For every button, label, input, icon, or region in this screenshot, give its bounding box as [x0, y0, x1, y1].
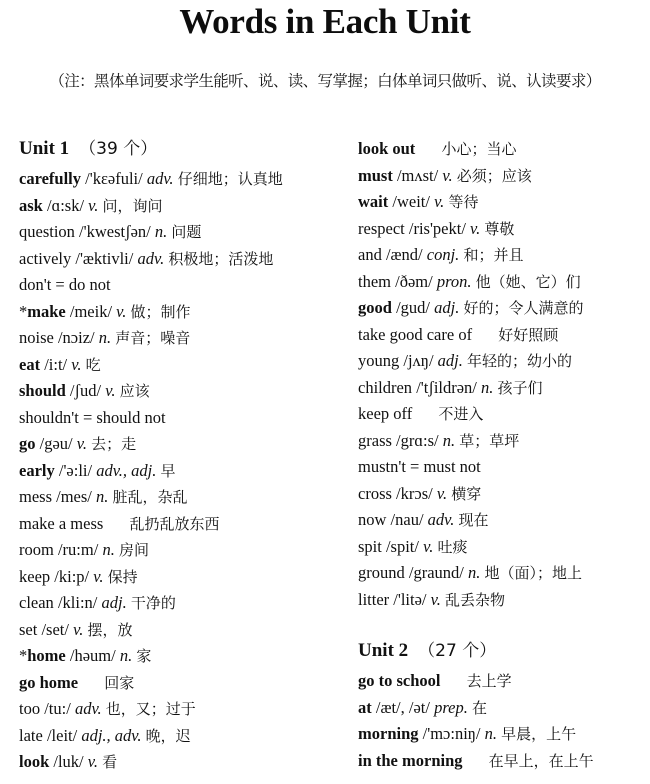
part-of-speech: adv. [427, 510, 455, 529]
chinese-meaning: 尊敬 [484, 219, 515, 238]
part-of-speech: prep. [434, 697, 468, 717]
vocab-entry [358, 136, 648, 163]
part-of-speech: adv. [146, 169, 174, 188]
chinese-meaning: 回家 [104, 673, 135, 692]
phonetic: /'mɔ:niŋ/ [422, 724, 481, 743]
phonetic: /luk/ [53, 752, 84, 771]
chinese-meaning: 摆，放 [87, 620, 133, 639]
asterisk-mark: * [19, 301, 28, 321]
chinese-meaning: 吃 [85, 355, 101, 374]
phonetic: /ɑ:sk/ [46, 195, 85, 215]
vocab-word: home [27, 646, 66, 665]
chinese-meaning: 脏乱，杂乱 [112, 488, 188, 506]
phonetic: /tu:/ [44, 699, 71, 718]
part-of-speech: v. [93, 566, 104, 586]
part-of-speech: adj. [101, 593, 127, 612]
word-count: （39 个） [79, 139, 158, 159]
vocab-word: keep [19, 566, 51, 586]
phonetic: /krɔs/ [396, 483, 433, 503]
vocab-entry [19, 458, 349, 485]
phonetic: /jʌŋ/ [403, 351, 434, 370]
part-of-speech: v. [73, 619, 84, 639]
vocab-word: in the morning [358, 750, 463, 770]
chinese-meaning: 地（面）；地上 [484, 564, 583, 582]
chinese-meaning: 草；草坪 [459, 431, 520, 450]
part-of-speech: n. [98, 328, 112, 347]
phonetic: /'kwestʃən/ [79, 222, 151, 241]
vocab-word: look out [358, 139, 416, 158]
part-of-speech: pron. [436, 271, 472, 291]
vocab-word: respect [358, 218, 405, 238]
chinese-meaning: 早 [160, 461, 176, 480]
phonetic: /'litə/ [393, 589, 427, 609]
chinese-meaning: 应该 [119, 382, 150, 400]
chinese-meaning: 做；制作 [130, 302, 191, 321]
vocab-entry [19, 219, 349, 246]
vocab-entry [19, 749, 349, 776]
left-column [19, 136, 349, 776]
vocab-entry [358, 375, 648, 402]
vocab-word: now [358, 510, 387, 529]
vocab-word: clean [19, 593, 54, 612]
page-note: （注：黑体单词要求学生能听、说、读、写掌握；白体单词只做听、说、认读要求） [49, 72, 601, 90]
vocab-word: and [358, 245, 382, 264]
vocab-word: set [19, 619, 38, 639]
part-of-speech: n. [102, 540, 115, 559]
chinese-meaning: 好好照顾 [498, 325, 559, 344]
vocab-entry [358, 322, 648, 349]
vocab-entry [358, 348, 648, 375]
vocab-word: go to school [358, 671, 441, 690]
phonetic: /ris'pekt/ [408, 218, 466, 238]
right-column [358, 136, 648, 774]
chinese-meaning: 晚，迟 [145, 726, 191, 745]
chinese-meaning: 声音；噪音 [115, 329, 191, 347]
unit-name: Unit 2 [358, 640, 409, 661]
vocab-word: must [358, 165, 393, 185]
chinese-meaning: 乱丢杂物 [444, 590, 505, 609]
phonetic: /'æktivli/ [75, 248, 134, 268]
part-of-speech: n. [442, 430, 456, 450]
chinese-meaning: 积极地；活泼地 [168, 249, 274, 268]
vocab-entry [358, 695, 648, 722]
chinese-meaning: 保持 [107, 567, 138, 586]
vocab-entry [19, 431, 349, 458]
phonetic: /set/ [41, 619, 69, 639]
vocab-entry [19, 511, 349, 538]
chinese-meaning: 好的；令人满意的 [463, 299, 584, 317]
vocab-entry [19, 378, 349, 405]
phonetic: /kli:n/ [57, 593, 98, 612]
phonetic: /i:t/ [44, 354, 68, 374]
phonetic: /ðəm/ [395, 271, 433, 291]
vocab-word: make a mess [19, 513, 104, 533]
chinese-meaning: 在早上，在上午 [488, 751, 594, 770]
vocab-entry [358, 587, 648, 614]
part-of-speech: v. [71, 354, 82, 374]
chinese-meaning: 孩子们 [497, 378, 543, 397]
phonetic: /həum/ [69, 646, 116, 665]
vocab-entry [358, 748, 648, 775]
chinese-meaning: 横穿 [451, 484, 482, 503]
vocab-entry [19, 193, 349, 220]
part-of-speech: adv. [137, 248, 165, 268]
chinese-meaning: 乱扔乱放东西 [129, 514, 220, 533]
vocab-word: good [358, 298, 392, 317]
vocab-entry [358, 668, 648, 695]
vocab-entry [358, 216, 648, 243]
vocab-word: ask [19, 195, 43, 215]
phonetic: /nau/ [390, 510, 424, 529]
part-of-speech: v. [470, 218, 481, 238]
chinese-meaning: 必须；应该 [456, 166, 532, 185]
part-of-speech: v. [442, 165, 453, 185]
part-of-speech: n. [96, 487, 109, 506]
part-of-speech: adj., adv. [81, 725, 142, 745]
vocab-word: mustn't = must not [358, 457, 481, 476]
vocab-word: actively [19, 248, 72, 268]
vocab-word: take good care of [358, 324, 473, 344]
phonetic: /ru:m/ [57, 540, 99, 559]
chinese-meaning: 不进入 [438, 405, 484, 423]
vocab-word: should [19, 381, 66, 400]
chinese-meaning: 问，询问 [102, 196, 163, 215]
vocab-word: them [358, 271, 391, 291]
vocab-entry [358, 534, 648, 561]
vocab-entry [19, 564, 349, 591]
phonetic: /'tʃildrən/ [416, 377, 477, 397]
page-title: Words in Each Unit [179, 2, 471, 41]
vocab-word: keep off [358, 404, 413, 423]
vocab-word: noise [19, 328, 54, 347]
part-of-speech: v. [436, 483, 448, 503]
vocab-word: too [19, 699, 41, 718]
vocab-word: mess [19, 487, 52, 506]
phonetic: /gəu/ [39, 434, 73, 453]
phonetic: /mʌst/ [396, 165, 439, 185]
chinese-meaning: 也，又；过于 [105, 700, 196, 718]
vocab-entry [358, 189, 648, 216]
vocab-word: go [19, 434, 36, 453]
phonetic: /graund/ [408, 563, 464, 582]
part-of-speech: n. [154, 222, 168, 241]
phonetic: /æt/, /ət/ [375, 697, 430, 717]
part-of-speech: n. [468, 563, 481, 582]
vocab-word: children [358, 377, 413, 397]
vocab-word: ground [358, 563, 405, 582]
vocab-word: litter [358, 589, 390, 609]
chinese-meaning: 看 [102, 753, 118, 771]
phonetic: /grɑ:s/ [396, 430, 439, 450]
phonetic: /gud/ [396, 298, 430, 317]
vocab-entry [358, 401, 648, 428]
vocab-word: young [358, 351, 400, 370]
part-of-speech: v. [434, 192, 445, 211]
vocab-word: make [27, 301, 66, 321]
vocab-word: morning [358, 724, 419, 743]
unit-heading [358, 638, 648, 668]
vocab-entry [358, 481, 648, 508]
phonetic: /mes/ [56, 487, 92, 506]
unit-spacer [358, 613, 648, 638]
chinese-meaning: 年轻的；幼小的 [467, 352, 573, 370]
vocab-entry [358, 507, 648, 534]
chinese-meaning: 现在 [458, 511, 489, 529]
unit-heading [19, 136, 349, 166]
vocab-entry [19, 696, 349, 723]
vocab-entry [19, 484, 349, 511]
vocab-word: cross [358, 483, 392, 503]
chinese-meaning: 去上学 [466, 672, 512, 690]
phonetic: /nɔiz/ [57, 328, 95, 347]
vocab-entry [358, 560, 648, 587]
vocab-word: room [19, 540, 54, 559]
unit-name: Unit 1 [19, 138, 70, 159]
vocab-word: shouldn't = should not [19, 407, 166, 427]
phonetic: /'kεəfuli/ [85, 169, 143, 188]
chinese-meaning: 吐痰 [437, 537, 468, 556]
part-of-speech: v. [105, 381, 116, 400]
vocab-word: go home [19, 672, 79, 692]
phonetic: /ænd/ [385, 245, 423, 264]
vocab-entry [358, 454, 648, 481]
vocab-entry [19, 723, 349, 750]
vocab-entry [358, 163, 648, 190]
part-of-speech: n. [484, 724, 498, 743]
asterisk-mark: * [19, 646, 28, 665]
vocab-entry [19, 590, 349, 617]
chinese-meaning: 去；走 [91, 435, 137, 453]
phonetic: /'ə:li/ [58, 460, 93, 480]
vocab-word: carefully [19, 169, 82, 188]
part-of-speech: v. [116, 301, 127, 321]
vocab-entry [19, 299, 349, 326]
phonetic: /meik/ [69, 301, 113, 321]
vocab-word: wait [358, 192, 389, 211]
vocab-word: late [19, 725, 43, 745]
part-of-speech: v. [423, 536, 434, 556]
phonetic: /leit/ [46, 725, 78, 745]
part-of-speech: adj. [437, 351, 463, 370]
vocab-word: look [19, 752, 50, 771]
vocab-word: question [19, 222, 75, 241]
vocab-entry [19, 643, 349, 670]
part-of-speech: adj. [434, 298, 460, 317]
vocab-word: don't = do not [19, 275, 111, 294]
vocab-entry [19, 272, 349, 299]
vocab-word: eat [19, 354, 41, 374]
vocab-entry [358, 242, 648, 269]
part-of-speech: adv. [74, 699, 102, 718]
phonetic: /weit/ [392, 192, 430, 211]
part-of-speech: v. [76, 434, 87, 453]
part-of-speech: v. [88, 195, 99, 215]
vocab-entry [19, 405, 349, 432]
vocab-entry [19, 325, 349, 352]
vocab-entry [19, 537, 349, 564]
vocab-entry [19, 246, 349, 273]
chinese-meaning: 房间 [118, 541, 149, 559]
phonetic: /ʃud/ [69, 381, 102, 400]
vocab-word: grass [358, 430, 392, 450]
chinese-meaning: 等待 [448, 193, 479, 211]
word-count: （27 个） [418, 641, 497, 661]
part-of-speech: v. [430, 589, 441, 609]
vocab-entry [358, 295, 648, 322]
part-of-speech: conj. [426, 245, 460, 264]
vocab-word: at [358, 697, 372, 717]
vocab-word: spit [358, 536, 382, 556]
chinese-meaning: 在 [471, 698, 487, 717]
chinese-meaning: 他（她、它）们 [475, 272, 581, 291]
chinese-meaning: 早晨，上午 [501, 725, 577, 743]
vocab-word: early [19, 460, 55, 480]
phonetic: /ki:p/ [54, 566, 90, 586]
phonetic: /spit/ [385, 536, 419, 556]
chinese-meaning: 问题 [171, 223, 202, 241]
vocab-entry [19, 617, 349, 644]
chinese-meaning: 和；并且 [463, 246, 524, 264]
vocab-entry [19, 670, 349, 697]
vocab-entry [358, 721, 648, 748]
chinese-meaning: 小心；当心 [441, 140, 517, 158]
part-of-speech: n. [119, 646, 133, 665]
vocab-entry [19, 352, 349, 379]
vocab-entry [358, 428, 648, 455]
vocab-entry [358, 269, 648, 296]
part-of-speech: n. [481, 377, 494, 397]
chinese-meaning: 干净的 [130, 594, 176, 612]
part-of-speech: v. [87, 752, 99, 771]
part-of-speech: adv., adj. [96, 460, 157, 480]
vocab-entry [19, 166, 349, 193]
chinese-meaning: 家 [136, 647, 152, 665]
chinese-meaning: 仔细地；认真地 [177, 170, 283, 188]
